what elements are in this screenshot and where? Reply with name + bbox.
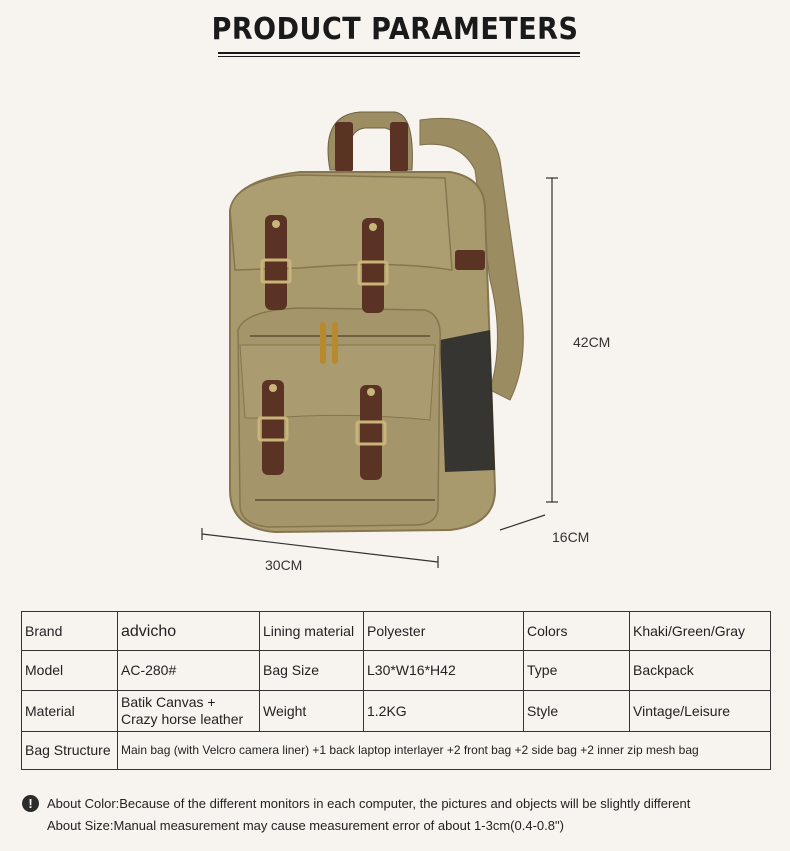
color-note: About Color:Because of the different monitors in each computer, the pictures and objects will be slightly different — [47, 796, 691, 811]
size-value: L30*W16*H42 — [364, 651, 524, 691]
handle-leather-right — [390, 122, 408, 172]
colors-value: Khaki/Green/Gray — [630, 612, 771, 651]
type-label: Type — [524, 651, 630, 691]
parameters-table — [21, 611, 771, 770]
model-label: Model — [22, 651, 118, 691]
height-dimension: 42CM — [573, 334, 611, 350]
style-label: Style — [524, 691, 630, 732]
brand-value: advicho — [118, 612, 260, 651]
model-value: AC-280# — [118, 651, 260, 691]
page-title: PRODUCT PARAMETERS — [211, 12, 579, 47]
material-value — [118, 691, 260, 732]
backpack-image — [190, 100, 610, 580]
lining-label: Lining material — [260, 612, 364, 651]
handle-leather-left — [335, 122, 353, 172]
structure-value: Main bag (with Velcro camera liner) +1 back laptop interlayer +2 front bag +2 side bag +2 inner zip mesh bag — [118, 732, 771, 770]
brand-label: Brand — [22, 612, 118, 651]
table-row — [22, 691, 771, 732]
colors-label: Colors — [524, 612, 630, 651]
width-dimension: 30CM — [265, 557, 303, 573]
table-row — [22, 651, 771, 691]
material-value-line-2: Crazy horse leather — [121, 711, 244, 727]
title-underline-thin — [218, 56, 580, 57]
depth-dimension: 16CM — [552, 529, 590, 545]
lining-value: Polyester — [364, 612, 524, 651]
type-value: Backpack — [630, 651, 771, 691]
exclamation-icon: ! — [22, 795, 39, 812]
size-label: Bag Size — [260, 651, 364, 691]
title-underline — [218, 52, 580, 54]
weight-label: Weight — [260, 691, 364, 732]
style-value: Vintage/Leisure — [630, 691, 771, 732]
size-note: About Size:Manual measurement may cause measurement error of about 1-3cm(0.4-0.8") — [47, 818, 564, 833]
structure-label: Bag Structure — [22, 732, 118, 770]
weight-value: 1.2KG — [364, 691, 524, 732]
material-label: Material — [22, 691, 118, 732]
material-value-line-1: Batik Canvas + — [121, 694, 216, 710]
table-row — [22, 732, 771, 770]
table-row — [22, 612, 771, 651]
